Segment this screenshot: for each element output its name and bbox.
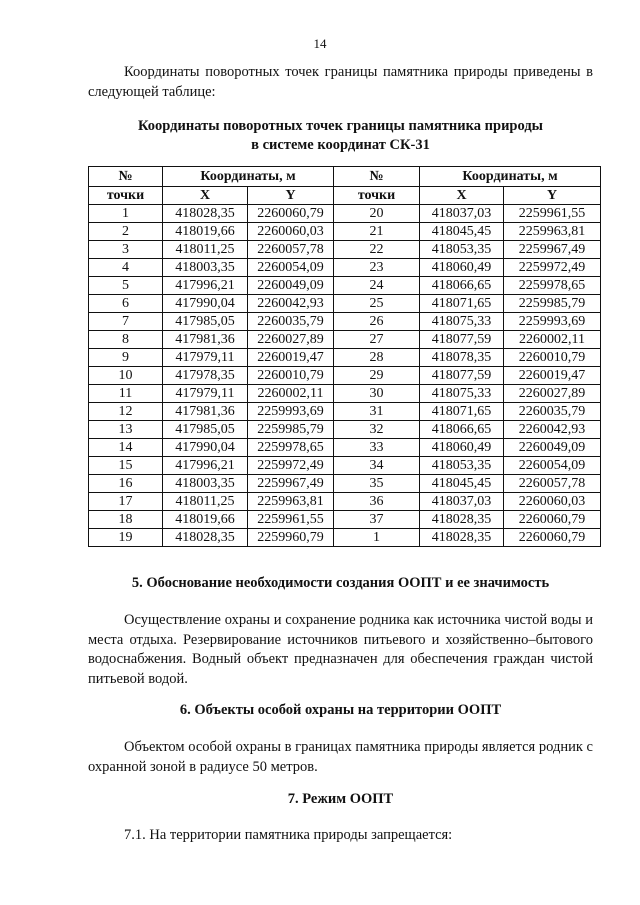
cell-x-left: 417981,36 — [163, 331, 248, 349]
cell-y-right: 2260042,93 — [504, 421, 601, 439]
header-coords-right: Координаты, м — [420, 167, 601, 187]
cell-x-right: 418066,65 — [420, 421, 504, 439]
table-row — [89, 367, 601, 385]
table-row — [89, 529, 601, 547]
cell-y-left: 2259960,79 — [248, 529, 334, 547]
section6-text: Объектом особой охраны в границах памятника природы является родник с охранной зоной в радиусе 50 метров. — [88, 739, 593, 775]
cell-x-right: 418053,35 — [420, 241, 504, 259]
cell-y-right: 2260060,79 — [504, 529, 601, 547]
cell-point-number-right: 26 — [334, 313, 420, 331]
cell-point-number-right: 31 — [334, 403, 420, 421]
table-row — [89, 385, 601, 403]
table-row — [89, 403, 601, 421]
table-title-line1: Координаты поворотных точек границы памятника природы — [138, 118, 543, 134]
cell-x-right: 418037,03 — [420, 205, 504, 223]
cell-y-left: 2259961,55 — [248, 511, 334, 529]
cell-y-right: 2260057,78 — [504, 475, 601, 493]
cell-point-number-right: 29 — [334, 367, 420, 385]
header-x-right: X — [420, 187, 504, 205]
cell-x-right: 418060,49 — [420, 439, 504, 457]
cell-point-number-right: 35 — [334, 475, 420, 493]
cell-x-left: 417990,04 — [163, 295, 248, 313]
header-coords-left: Координаты, м — [163, 167, 334, 187]
cell-x-left: 418003,35 — [163, 259, 248, 277]
cell-y-left: 2260027,89 — [248, 331, 334, 349]
cell-point-number-right: 37 — [334, 511, 420, 529]
cell-y-right: 2260010,79 — [504, 349, 601, 367]
table-row — [89, 205, 601, 223]
cell-y-left: 2259972,49 — [248, 457, 334, 475]
header-y-right: Y — [504, 187, 601, 205]
table-row — [89, 475, 601, 493]
cell-point-number-right: 33 — [334, 439, 420, 457]
section7-heading: 7. Режим ООПТ — [287, 791, 394, 807]
table-row — [89, 457, 601, 475]
header-x-left: X — [163, 187, 248, 205]
cell-y-right: 2260049,09 — [504, 439, 601, 457]
cell-x-right: 418071,65 — [420, 403, 504, 421]
cell-x-right: 418053,35 — [420, 457, 504, 475]
cell-y-right: 2259985,79 — [504, 295, 601, 313]
section5-text: Осуществление охраны и сохранение родника как источника чистой воды и места отдыха. Резервирование источников питьевого и хозяйственно–бытового водоснабжения. Водный объект предназначен для обеспечения граждан чистой питьевой водой. — [88, 612, 593, 687]
table-row — [89, 277, 601, 295]
cell-point-number-right: 23 — [334, 259, 420, 277]
intro-text: Координаты поворотных точек границы памятника природы приведены в следующей таблице: — [88, 64, 593, 100]
cell-point-number-left: 15 — [89, 457, 163, 475]
cell-point-number-left: 2 — [89, 223, 163, 241]
cell-x-right: 418066,65 — [420, 277, 504, 295]
cell-point-number-right: 22 — [334, 241, 420, 259]
cell-y-left: 2260042,93 — [248, 295, 334, 313]
header-num-bottom-left: точки — [89, 187, 163, 205]
cell-y-left: 2260060,79 — [248, 205, 334, 223]
table-title — [88, 117, 593, 155]
cell-x-left: 418028,35 — [163, 529, 248, 547]
table-row — [89, 421, 601, 439]
cell-point-number-left: 7 — [89, 313, 163, 331]
table-row — [89, 241, 601, 259]
header-row-bottom — [89, 187, 601, 205]
cell-y-left: 2259963,81 — [248, 493, 334, 511]
section5-heading: 5. Обоснование необходимости создания ООПТ и ее значимость — [131, 575, 550, 591]
cell-x-left: 417979,11 — [163, 349, 248, 367]
cell-x-left: 417985,05 — [163, 421, 248, 439]
cell-point-number-left: 18 — [89, 511, 163, 529]
cell-x-right: 418077,59 — [420, 367, 504, 385]
cell-y-right: 2260060,79 — [504, 511, 601, 529]
cell-point-number-left: 5 — [89, 277, 163, 295]
table-row — [89, 439, 601, 457]
table-row — [89, 295, 601, 313]
cell-y-left: 2259978,65 — [248, 439, 334, 457]
cell-point-number-right: 28 — [334, 349, 420, 367]
cell-point-number-right: 32 — [334, 421, 420, 439]
table-row — [89, 493, 601, 511]
table-title-line2: в системе координат СК-31 — [251, 137, 430, 153]
header-num-top-left: № — [89, 167, 163, 187]
cell-point-number-right: 25 — [334, 295, 420, 313]
table-row — [89, 349, 601, 367]
cell-y-right: 2259967,49 — [504, 241, 601, 259]
table-row — [89, 331, 601, 349]
table-row — [89, 223, 601, 241]
cell-point-number-left: 4 — [89, 259, 163, 277]
cell-x-left: 418019,66 — [163, 223, 248, 241]
table-header — [89, 167, 601, 205]
table-row — [89, 313, 601, 331]
cell-x-left: 418019,66 — [163, 511, 248, 529]
cell-y-right: 2259961,55 — [504, 205, 601, 223]
cell-y-right: 2259993,69 — [504, 313, 601, 331]
cell-x-left: 417990,04 — [163, 439, 248, 457]
header-num-bottom-right: точки — [334, 187, 420, 205]
cell-y-right: 2260060,03 — [504, 493, 601, 511]
coordinates-table — [88, 166, 601, 547]
cell-x-right: 418078,35 — [420, 349, 504, 367]
cell-point-number-right: 21 — [334, 223, 420, 241]
cell-x-left: 417981,36 — [163, 403, 248, 421]
cell-point-number-left: 16 — [89, 475, 163, 493]
cell-x-left: 417978,35 — [163, 367, 248, 385]
cell-x-right: 418075,33 — [420, 385, 504, 403]
cell-y-left: 2259993,69 — [248, 403, 334, 421]
table-row — [89, 511, 601, 529]
cell-y-right: 2260019,47 — [504, 367, 601, 385]
section5-paragraph — [88, 611, 593, 689]
cell-x-left: 417996,21 — [163, 277, 248, 295]
cell-y-left: 2260035,79 — [248, 313, 334, 331]
cell-point-number-left: 19 — [89, 529, 163, 547]
cell-point-number-left: 14 — [89, 439, 163, 457]
cell-point-number-left: 8 — [89, 331, 163, 349]
cell-point-number-left: 10 — [89, 367, 163, 385]
cell-point-number-right: 1 — [334, 529, 420, 547]
cell-y-right: 2259963,81 — [504, 223, 601, 241]
cell-point-number-left: 9 — [89, 349, 163, 367]
header-row-top — [89, 167, 601, 187]
intro-paragraph — [88, 63, 593, 102]
section6-paragraph — [88, 738, 593, 777]
cell-y-left: 2259985,79 — [248, 421, 334, 439]
cell-x-right: 418028,35 — [420, 529, 504, 547]
cell-y-right: 2260035,79 — [504, 403, 601, 421]
cell-y-left: 2260049,09 — [248, 277, 334, 295]
cell-point-number-right: 34 — [334, 457, 420, 475]
cell-x-left: 417979,11 — [163, 385, 248, 403]
cell-y-left: 2260002,11 — [248, 385, 334, 403]
table-body — [89, 205, 601, 547]
cell-point-number-left: 17 — [89, 493, 163, 511]
cell-y-left: 2260010,79 — [248, 367, 334, 385]
cell-point-number-left: 6 — [89, 295, 163, 313]
cell-point-number-left: 13 — [89, 421, 163, 439]
cell-y-right: 2260027,89 — [504, 385, 601, 403]
cell-x-right: 418060,49 — [420, 259, 504, 277]
cell-x-right: 418071,65 — [420, 295, 504, 313]
cell-y-right: 2259978,65 — [504, 277, 601, 295]
cell-y-left: 2260019,47 — [248, 349, 334, 367]
cell-x-right: 418075,33 — [420, 313, 504, 331]
cell-y-left: 2260060,03 — [248, 223, 334, 241]
cell-x-right: 418028,35 — [420, 511, 504, 529]
cell-point-number-left: 1 — [89, 205, 163, 223]
header-num-top-right: № — [334, 167, 420, 187]
cell-point-number-right: 27 — [334, 331, 420, 349]
cell-y-left: 2260057,78 — [248, 241, 334, 259]
cell-x-left: 418003,35 — [163, 475, 248, 493]
cell-point-number-right: 30 — [334, 385, 420, 403]
header-y-left: Y — [248, 187, 334, 205]
section7-paragraph — [88, 826, 593, 846]
cell-x-left: 418011,25 — [163, 241, 248, 259]
cell-x-left: 417996,21 — [163, 457, 248, 475]
cell-x-left: 417985,05 — [163, 313, 248, 331]
cell-point-number-right: 24 — [334, 277, 420, 295]
cell-x-right: 418077,59 — [420, 331, 504, 349]
cell-x-right: 418045,45 — [420, 223, 504, 241]
table-row — [89, 259, 601, 277]
cell-point-number-left: 12 — [89, 403, 163, 421]
cell-point-number-right: 36 — [334, 493, 420, 511]
cell-x-right: 418045,45 — [420, 475, 504, 493]
cell-point-number-right: 20 — [334, 205, 420, 223]
cell-x-right: 418037,03 — [420, 493, 504, 511]
cell-point-number-left: 3 — [89, 241, 163, 259]
cell-y-right: 2260054,09 — [504, 457, 601, 475]
cell-y-right: 2260002,11 — [504, 331, 601, 349]
cell-y-left: 2259967,49 — [248, 475, 334, 493]
section6-heading: 6. Объекты особой охраны на территории ООПТ — [179, 702, 502, 718]
section7-text: 7.1. На территории памятника природы запрещается: — [124, 827, 453, 843]
cell-x-left: 418028,35 — [163, 205, 248, 223]
cell-x-left: 418011,25 — [163, 493, 248, 511]
cell-y-left: 2260054,09 — [248, 259, 334, 277]
page-number: 14 — [313, 36, 327, 51]
cell-point-number-left: 11 — [89, 385, 163, 403]
cell-y-right: 2259972,49 — [504, 259, 601, 277]
